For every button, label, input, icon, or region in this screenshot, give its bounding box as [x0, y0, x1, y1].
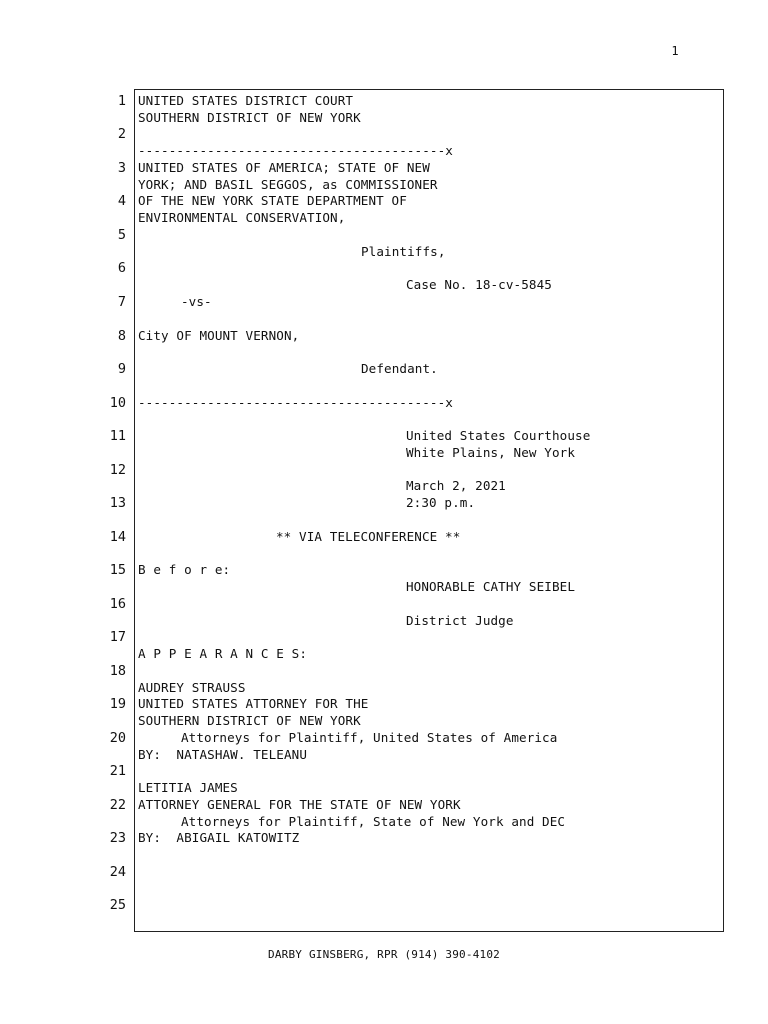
line-number: 2 [117, 126, 126, 142]
versus-label: -vs- [181, 294, 212, 309]
judge-title: District Judge [406, 613, 514, 628]
line-number: 7 [117, 294, 126, 310]
attorney-by: BY: ABIGAIL KATOWITZ [138, 830, 300, 845]
line-number: 20 [109, 730, 126, 746]
plaintiff-line: UNITED STATES OF AMERICA; STATE OF NEW [138, 160, 430, 175]
case-number: Case No. 18-cv-5845 [406, 277, 552, 292]
defendant-label: Defendant. [361, 361, 438, 376]
line-number: 1 [117, 93, 126, 109]
courthouse-location: White Plains, New York [406, 445, 576, 460]
line-number: 12 [109, 462, 126, 478]
attorney-office: UNITED STATES ATTORNEY FOR THE [138, 696, 369, 711]
line-number: 8 [117, 328, 126, 344]
line-number: 9 [117, 361, 126, 377]
defendant-name: City OF MOUNT VERNON, [138, 328, 300, 343]
judge-name: HONORABLE CATHY SEIBEL [406, 579, 576, 594]
plaintiff-line: YORK; AND BASIL SEGGOS, as COMMISSIONER [138, 177, 438, 192]
attorney-role: Attorneys for Plaintiff, State of New York and DEC [181, 814, 566, 829]
line-number: 14 [109, 529, 126, 545]
district-name: SOUTHERN DISTRICT OF NEW YORK [138, 110, 361, 125]
caption-divider: ----------------------------------------x [138, 395, 453, 410]
line-number: 5 [117, 227, 126, 243]
attorney-by: BY: NATASHAW. TELEANU [138, 747, 308, 762]
page-number: 1 [671, 44, 679, 58]
line-number: 24 [109, 864, 126, 880]
court-name: UNITED STATES DISTRICT COURT [138, 93, 354, 108]
line-number: 15 [109, 562, 126, 578]
attorney-name: AUDREY STRAUSS [138, 680, 246, 695]
line-number: 6 [117, 260, 126, 276]
plaintiff-line: ENVIRONMENTAL CONSERVATION, [138, 210, 346, 225]
line-number: 10 [109, 395, 126, 411]
appearances-heading: A P P E A R A N C E S: [138, 646, 308, 661]
caption-divider: ----------------------------------------x [138, 143, 453, 158]
teleconference-note: ** VIA TELECONFERENCE ** [276, 529, 461, 544]
line-number: 23 [109, 830, 126, 846]
line-number: 17 [109, 629, 126, 645]
line-number: 4 [117, 193, 126, 209]
plaintiffs-label: Plaintiffs, [361, 244, 446, 259]
courthouse-name: United States Courthouse [406, 428, 591, 443]
attorney-name: LETITIA JAMES [138, 780, 238, 795]
reporter-footer: DARBY GINSBERG, RPR (914) 390-4102 [268, 948, 500, 961]
attorney-office: ATTORNEY GENERAL FOR THE STATE OF NEW YORK [138, 797, 461, 812]
line-number: 21 [109, 763, 126, 779]
line-number: 25 [109, 897, 126, 913]
line-number: 22 [109, 797, 126, 813]
line-number: 19 [109, 696, 126, 712]
line-number: 3 [117, 160, 126, 176]
line-number: 11 [109, 428, 126, 444]
line-number: 13 [109, 495, 126, 511]
line-number: 16 [109, 596, 126, 612]
before-label: B e f o r e: [138, 562, 231, 577]
hearing-date: March 2, 2021 [406, 478, 506, 493]
plaintiff-line: OF THE NEW YORK STATE DEPARTMENT OF [138, 193, 407, 208]
line-number: 18 [109, 663, 126, 679]
attorney-role: Attorneys for Plaintiff, United States of America [181, 730, 558, 745]
attorney-office: SOUTHERN DISTRICT OF NEW YORK [138, 713, 361, 728]
hearing-time: 2:30 p.m. [406, 495, 476, 510]
